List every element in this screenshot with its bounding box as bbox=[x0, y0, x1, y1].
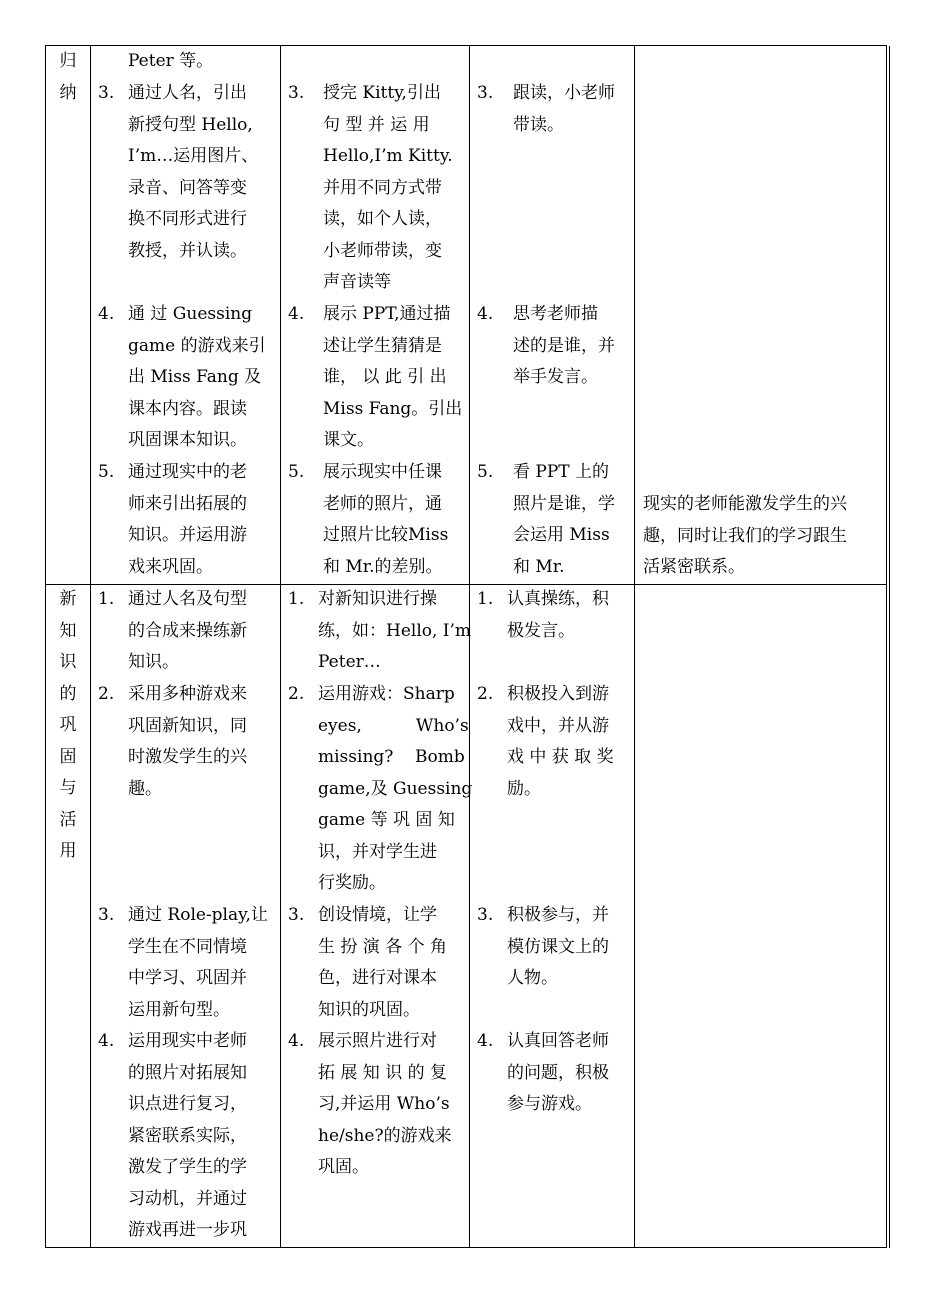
content-line: 换不同形式进行 bbox=[128, 209, 247, 229]
item-number: 3. bbox=[477, 83, 494, 103]
content-line: 创设情境，让学 bbox=[318, 905, 437, 925]
content-line: 识，并对学生进 bbox=[318, 841, 437, 862]
content-line: game 等 巩 固 知 bbox=[318, 810, 455, 830]
content-line: 思考老师描 bbox=[513, 304, 598, 324]
content-line: 知识。 bbox=[128, 652, 179, 672]
content-line: 的合成来操练新 bbox=[128, 620, 247, 641]
item-number: 1. bbox=[477, 589, 494, 609]
content-line: Hello,I’m Kitty. bbox=[323, 146, 453, 166]
content-line: missing? Bomb bbox=[318, 747, 465, 767]
content-line: 人物。 bbox=[507, 968, 558, 988]
note-line: 现实的老师能激发学生的兴 bbox=[643, 494, 847, 514]
content-line: 录音、问答等变 bbox=[128, 177, 247, 198]
content-line: 激发了学生的学 bbox=[128, 1157, 247, 1177]
column-divider bbox=[280, 46, 281, 1247]
item-number: 3. bbox=[98, 905, 115, 925]
design-note bbox=[643, 489, 883, 584]
stage-char: 归 bbox=[59, 51, 77, 71]
content-line: 教授，并认读。 bbox=[128, 240, 247, 261]
content-line: 老师的照片，通 bbox=[323, 493, 442, 514]
content-line: 的照片对拓展知 bbox=[128, 1062, 247, 1083]
content-line: 学生在不同情境 bbox=[128, 936, 247, 957]
content-line: 认真操练，积 bbox=[507, 589, 609, 609]
item-number: 5. bbox=[288, 462, 305, 482]
content-line: 励。 bbox=[507, 778, 541, 799]
content-line: 积极投入到游 bbox=[507, 684, 609, 704]
column-divider bbox=[90, 46, 91, 1247]
content-line: game,及 Guessing bbox=[318, 778, 473, 799]
content-line: 授完 Kitty,引出 bbox=[323, 83, 441, 103]
content-line: 谁， 以 此 引 出 bbox=[323, 367, 447, 387]
stage-char: 用 bbox=[59, 841, 77, 861]
item-number: 5. bbox=[477, 462, 494, 482]
stage-char: 识 bbox=[59, 652, 77, 672]
content-line: eyes, Who’s bbox=[318, 715, 469, 736]
content-line: 师来引出拓展的 bbox=[128, 493, 247, 514]
content-line: 出 Miss Fang 及 bbox=[128, 367, 262, 387]
content-line: 运用游戏：Sharp bbox=[318, 684, 455, 704]
content-line: 举手发言。 bbox=[513, 367, 598, 387]
item-number: 4. bbox=[288, 1031, 305, 1051]
item-number: 4. bbox=[477, 1031, 494, 1051]
content-line: 中学习、巩固并 bbox=[128, 968, 247, 988]
content-line: 趣。 bbox=[128, 778, 162, 799]
content-line: 通 过 Guessing bbox=[128, 304, 253, 324]
content-line: 新授句型 Hello, bbox=[128, 114, 253, 135]
content-line: 生 扮 演 各 个 角 bbox=[318, 936, 448, 957]
content-line: 游戏再进一步巩 bbox=[128, 1220, 247, 1240]
content-line: I’m…运用图片、 bbox=[128, 146, 259, 166]
content-line: Miss Fang。引出 bbox=[323, 398, 463, 419]
content-line: 巩固课本知识。 bbox=[128, 430, 247, 450]
content-line: 习,并运用 Who’s bbox=[318, 1094, 450, 1114]
note-line: 活紧密联系。 bbox=[643, 557, 745, 577]
content-line: he/she?的游戏来 bbox=[318, 1125, 452, 1146]
content-line: 展示照片进行对 bbox=[318, 1031, 437, 1051]
stage-label-summary bbox=[46, 46, 90, 109]
content-line: 和 Mr. bbox=[513, 556, 565, 577]
stage-char: 的 bbox=[59, 683, 77, 704]
content-line: 对新知识进行操 bbox=[318, 589, 437, 609]
content-line: 句 型 并 运 用 bbox=[323, 114, 430, 135]
content-line: 展示 PPT,通过描 bbox=[323, 304, 451, 324]
content-line: 知识的巩固。 bbox=[318, 999, 420, 1020]
stage-char: 新 bbox=[59, 589, 77, 609]
content-line: 运用现实中老师 bbox=[128, 1031, 247, 1051]
item-number: 2. bbox=[477, 684, 494, 704]
lesson-plan-table bbox=[45, 45, 887, 1248]
content-line: 认真回答老师 bbox=[507, 1031, 609, 1051]
content-line: 照片是谁，学 bbox=[513, 493, 615, 514]
content-line: 积极参与，并 bbox=[507, 905, 609, 925]
item-number: 2. bbox=[98, 684, 115, 704]
content-line: 戏来巩固。 bbox=[128, 556, 213, 577]
content-line: 戏中，并从游 bbox=[507, 715, 609, 736]
stage-char: 活 bbox=[59, 809, 77, 830]
content-line: 通过人名及句型 bbox=[128, 589, 247, 609]
content-line: 会运用 Miss bbox=[513, 525, 610, 545]
note-line: 趣，同时让我们的学习跟生 bbox=[643, 525, 847, 546]
content-line: 时激发学生的兴 bbox=[128, 747, 247, 767]
item-number: 4. bbox=[288, 304, 305, 324]
item-number: 4. bbox=[98, 1031, 115, 1051]
item-number: 3. bbox=[477, 905, 494, 925]
stage-char: 知 bbox=[59, 620, 77, 641]
item-number: 3. bbox=[288, 905, 305, 925]
item-number: 1. bbox=[288, 589, 305, 609]
teacher-content-continuation bbox=[128, 46, 213, 78]
content-line: 通过 Role-play,让 bbox=[128, 905, 268, 925]
column-divider bbox=[469, 46, 470, 1247]
stage-char: 固 bbox=[59, 746, 77, 767]
item-number: 3. bbox=[98, 83, 115, 103]
stage-char: 纳 bbox=[59, 82, 77, 103]
content-line: 紧密联系实际， bbox=[128, 1125, 247, 1146]
item-number: 1. bbox=[98, 589, 115, 609]
content-line: 述的是谁，并 bbox=[513, 335, 615, 356]
content-line: 色，进行对课本 bbox=[318, 968, 437, 988]
content-line: 拓 展 知 识 的 复 bbox=[318, 1062, 448, 1083]
content-line: game 的游戏来引 bbox=[128, 335, 266, 356]
item-number: 2. bbox=[288, 684, 305, 704]
content-line: 通过现实中的老 bbox=[128, 462, 247, 482]
content-line: 模仿课文上的 bbox=[507, 936, 609, 957]
content-line: 课文。 bbox=[323, 430, 374, 450]
content-line: 练，如：Hello, I’m bbox=[318, 620, 472, 641]
content-line: 课本内容。跟读 bbox=[128, 398, 247, 419]
item-number: 3. bbox=[288, 83, 305, 103]
stage-char: 与 bbox=[59, 778, 77, 798]
content-line: 声音读等 bbox=[323, 272, 391, 292]
stage-label-consolidation bbox=[46, 584, 90, 868]
content-line: 看 PPT 上的 bbox=[513, 462, 610, 482]
content-line: 述让学生猜猜是 bbox=[323, 335, 442, 356]
content-line: 并用不同方式带 bbox=[323, 177, 442, 198]
content-line: Peter 等。 bbox=[128, 51, 214, 71]
item-number: 4. bbox=[98, 304, 115, 324]
item-number: 4. bbox=[477, 304, 494, 324]
content-line: 采用多种游戏来 bbox=[128, 684, 247, 704]
content-line: 参与游戏。 bbox=[507, 1094, 592, 1114]
content-line: 的问题，积极 bbox=[507, 1062, 609, 1083]
content-line: 展示现实中任课 bbox=[323, 462, 442, 482]
content-line: 小老师带读，变 bbox=[323, 240, 442, 261]
content-line: 习动机，并通过 bbox=[128, 1188, 247, 1209]
content-line: 通过人名，引出 bbox=[128, 83, 247, 103]
content-line: 戏 中 获 取 奖 bbox=[507, 747, 614, 767]
content-line: 跟读，小老师 bbox=[513, 83, 615, 103]
content-line: 知识。并运用游 bbox=[128, 525, 247, 545]
content-line: 行奖励。 bbox=[318, 873, 386, 893]
item-number: 5. bbox=[98, 462, 115, 482]
content-line: 带读。 bbox=[513, 114, 564, 135]
content-line: Peter… bbox=[318, 652, 381, 672]
content-line: 巩固。 bbox=[318, 1157, 369, 1177]
content-line: 运用新句型。 bbox=[128, 999, 230, 1020]
content-line: 和 Mr.的差别。 bbox=[323, 556, 443, 577]
content-line: 过照片比较Miss bbox=[323, 525, 449, 545]
stage-char: 巩 bbox=[59, 715, 77, 735]
column-divider bbox=[634, 46, 635, 1247]
content-line: 巩固新知识，同 bbox=[128, 715, 247, 736]
content-line: 识点进行复习， bbox=[128, 1094, 247, 1114]
content-line: 极发言。 bbox=[507, 620, 575, 641]
content-line: 读，如个人读， bbox=[323, 209, 442, 229]
